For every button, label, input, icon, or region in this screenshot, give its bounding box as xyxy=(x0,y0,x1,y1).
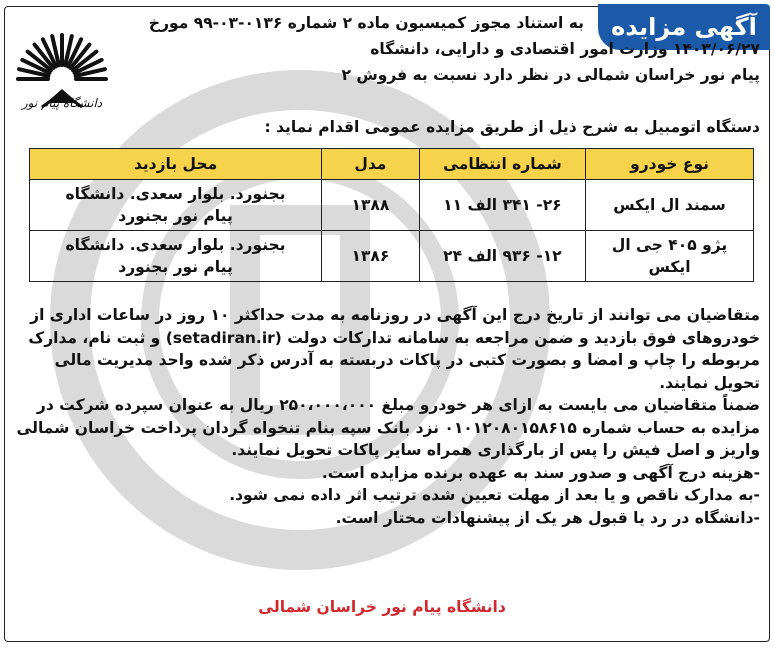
body-line: واریز و اصل فیش را پس از بارگذاری همراه سایر پاکات تحویل نمایند. xyxy=(231,441,760,459)
cell-visit-location xyxy=(30,180,322,231)
body-line: ضمناً متقاضیان می بایست به ازای هر خودرو مبلغ ۲۵۰،۰۰۰،۰۰۰ ریال به عنوان سپرده شرکت در xyxy=(36,396,760,414)
location-line-2: پیام نور بجنورد xyxy=(118,207,233,225)
header-vehicle-type: نوع خودرو xyxy=(586,149,754,180)
logo-text: دانشگاه پیام نور xyxy=(21,96,103,110)
body-line: تحویل نمایند. xyxy=(659,373,760,392)
cell-vehicle-type: سمند ال ایکس xyxy=(586,180,754,231)
vehicle-type-line-2: ایکس xyxy=(648,258,691,276)
signature: دانشگاه پیام نور خراسان شمالی xyxy=(258,598,506,616)
note-line: -دانشگاه در رد یا قبول هر یک از پیشنهادات مختار است. xyxy=(335,508,760,527)
badge-label: آگهی مزایده xyxy=(611,13,757,41)
cell-model: ۱۳۸۸ xyxy=(322,180,420,231)
body-line: خودروهای فوق بازدید و ضمن مراجعه به سامانه تدارکات دولت (setadiran.ir) و ثبت نام، مدارک xyxy=(28,328,760,347)
intro-line-2: ۱۴۰۳/۰۶/۲۷ وزارت امور اقتصادی و دارایی، دانشگاه xyxy=(370,40,760,58)
body-text xyxy=(10,304,760,529)
body-line: مربوطه را چاپ و امضا و بصورت کتبی در پاکات دربسته به آدرس ذکر شده واحد مدیریت مالی xyxy=(54,351,760,369)
cell-model: ۱۳۸۶ xyxy=(322,231,420,282)
intro-line-1: به استناد مجوز کمیسیون ماده ۲ شماره ۰۱۳۶-۰۳-۹۹ مورخ xyxy=(148,14,584,32)
intro-line-4: دستگاه اتومبیل به شرح ذیل از طریق مزایده عمومی اقدام نماید : xyxy=(264,118,760,136)
cell-plate-number: ۲۶- ۳۴۱ الف ۱۱ xyxy=(419,180,585,231)
vehicle-type-line-1: پژو ۴۰۵ جی ال xyxy=(611,236,728,254)
header-model: مدل xyxy=(322,149,420,180)
note-line: -به مدارک ناقص و یا بعد از مهلت تعیین شده ترتیب اثر داده نمی شود. xyxy=(229,486,760,504)
header-visit-location: محل بازدید xyxy=(30,149,322,180)
body-line: متقاضیان می توانند از تاریخ درج این آگهی در روزنامه به مدت حداکثر ۱۰ روز در ساعات اداری از xyxy=(30,306,760,324)
location-line-2: پیام نور بجنورد xyxy=(118,258,233,276)
header-plate-number: شماره انتظامی xyxy=(419,149,585,180)
cell-plate-number: ۱۲- ۹۳۶ الف ۲۴ xyxy=(419,231,585,282)
cell-vehicle-type xyxy=(586,231,754,282)
vehicles-table xyxy=(29,148,754,282)
body-line: مزایده به حساب شماره ۰۱۰۱۲۰۸۰۱۵۸۶۱۵ نزد بانک سپه بنام تنخواه گردان پرداخت خراسان شمالی xyxy=(16,418,760,437)
location-line-1: بجنورد. بلوار سعدی. دانشگاه xyxy=(65,236,286,254)
table-row xyxy=(30,180,754,231)
cell-visit-location xyxy=(30,231,322,282)
location-line-1: بجنورد. بلوار سعدی. دانشگاه xyxy=(65,185,286,203)
note-line: -هزینه درج آگهی و صدور سند به عهده برنده مزایده است. xyxy=(321,463,760,482)
table-row xyxy=(30,231,754,282)
intro-paragraph xyxy=(150,10,760,88)
table-header-row xyxy=(30,149,754,180)
intro-line-3: پیام نور خراسان شمالی در نظر دارد نسبت به فروش ۲ xyxy=(341,66,760,84)
